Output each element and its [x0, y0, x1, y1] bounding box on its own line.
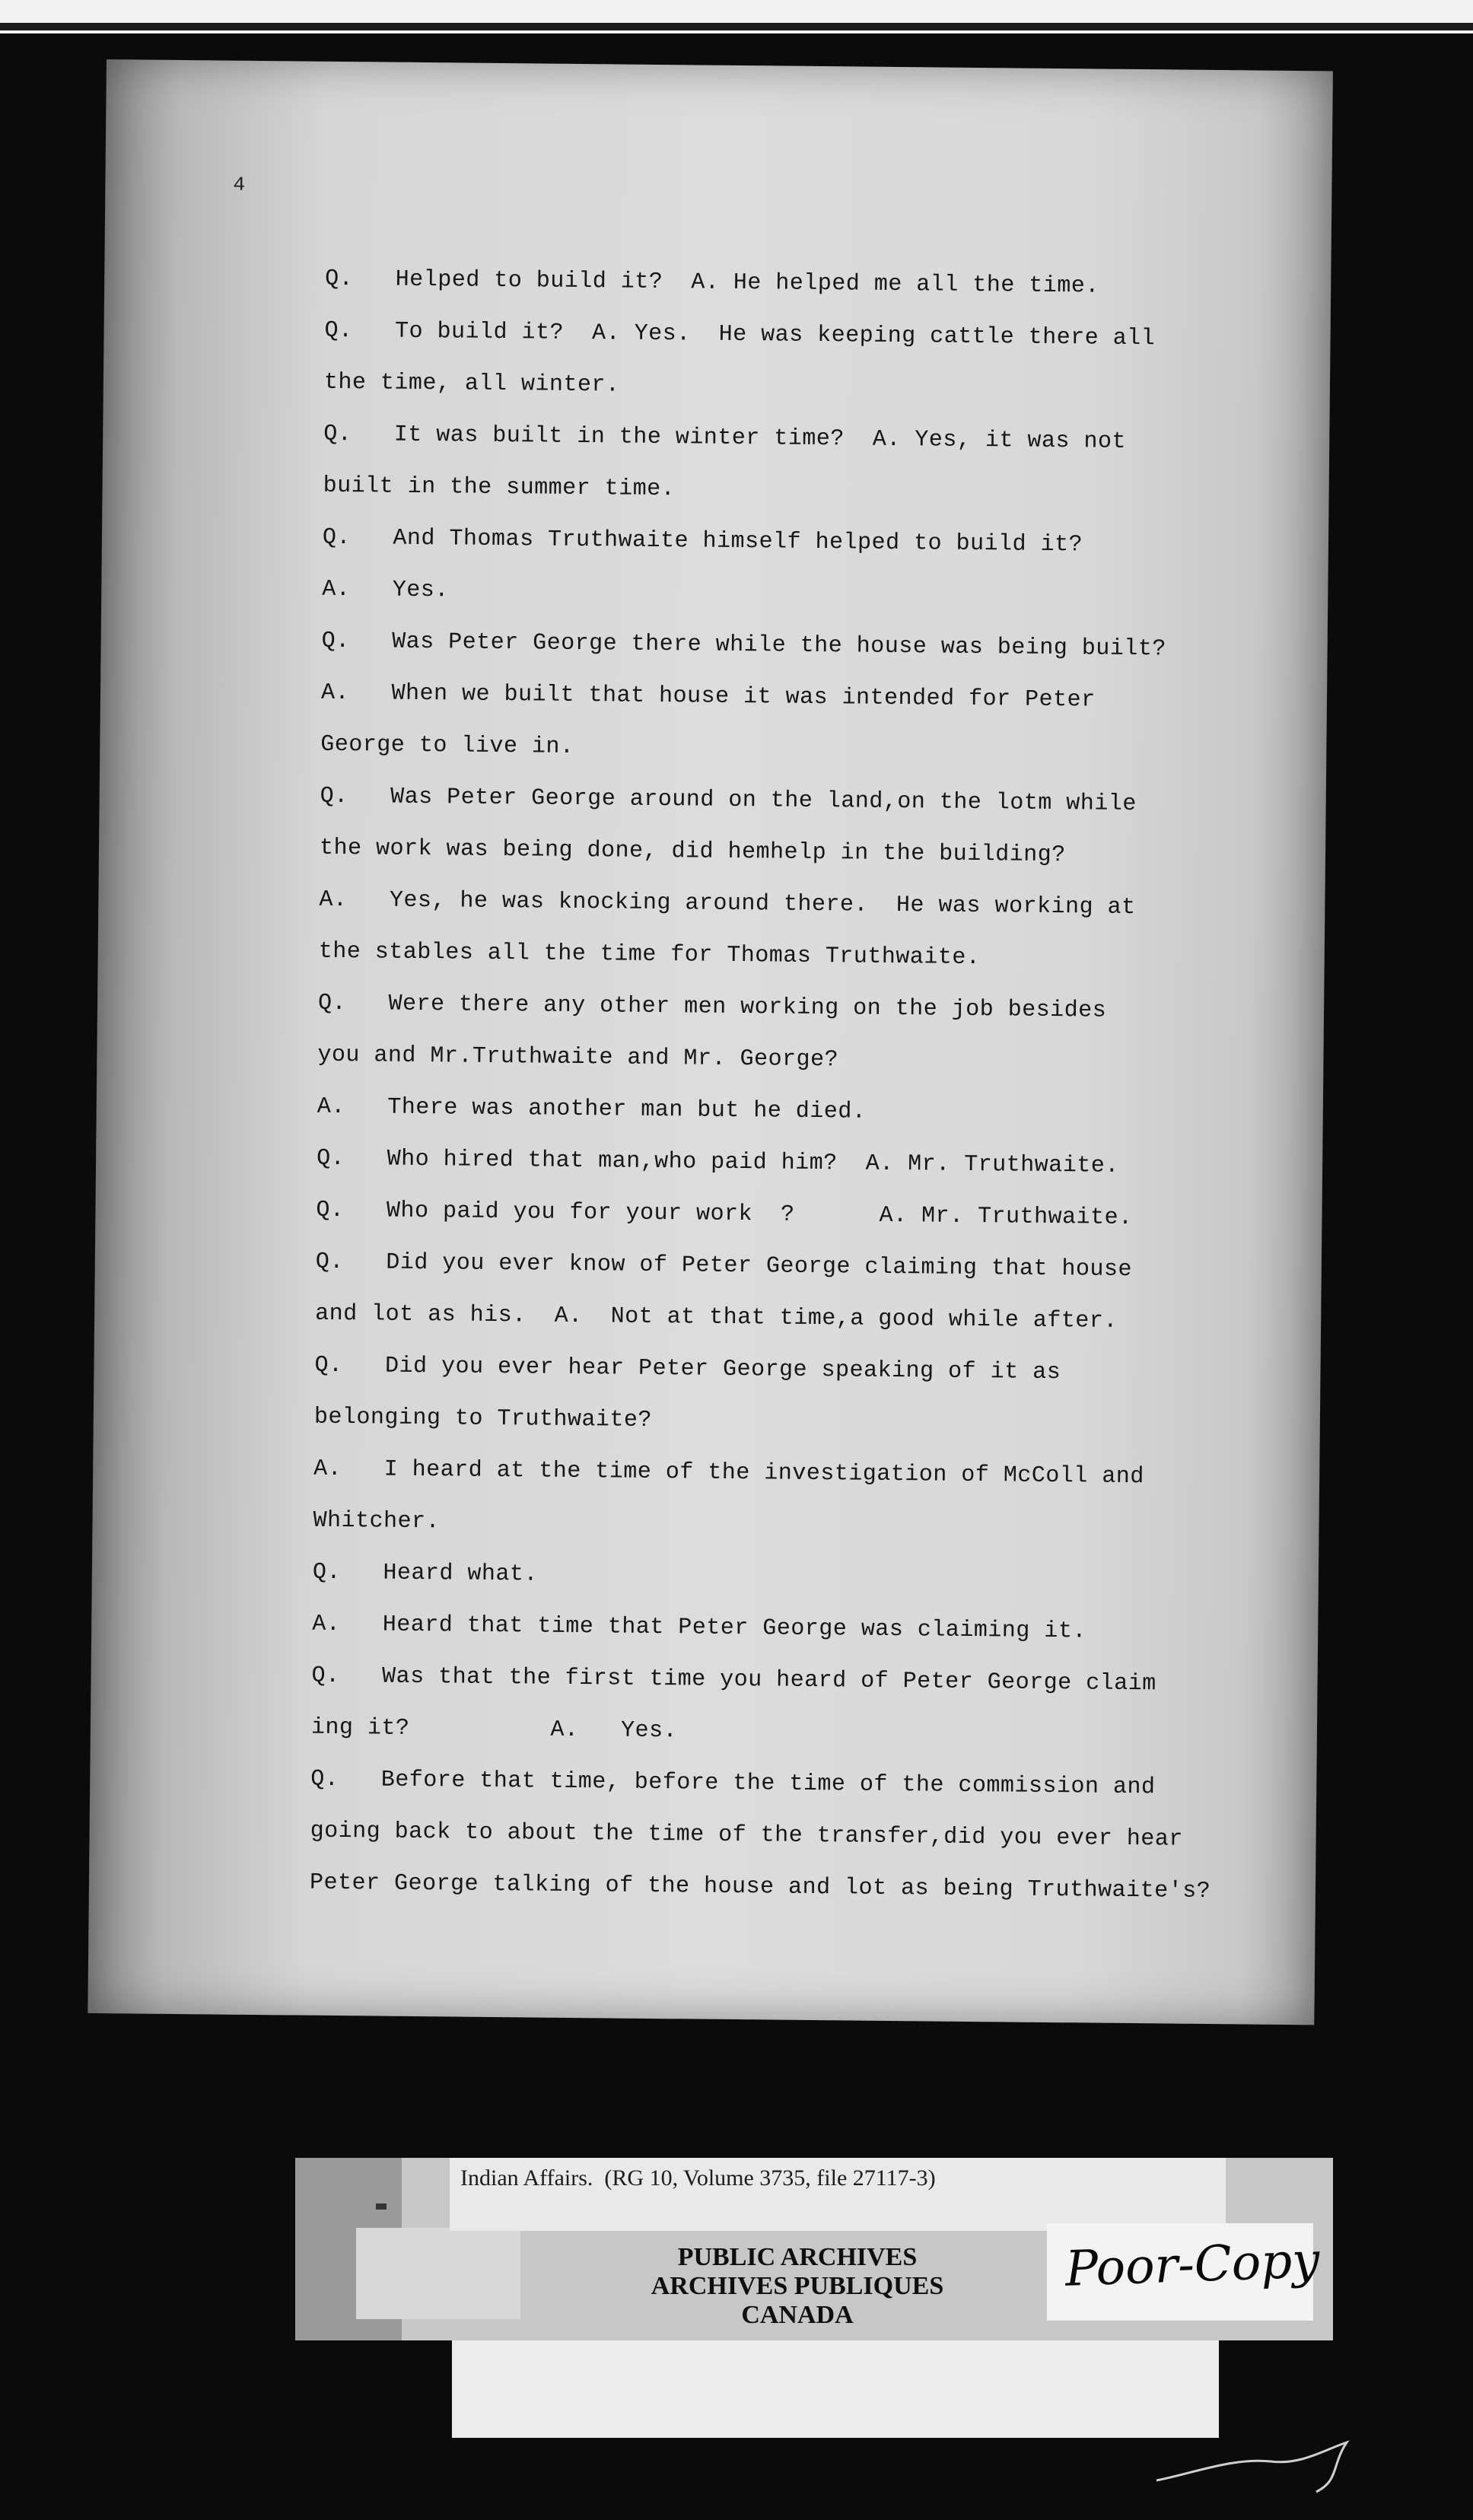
- transcript-line: Q. Heard what.: [312, 1559, 539, 1588]
- poor-copy-stamp: [1047, 2223, 1321, 2321]
- transcript-line: Q. And Thomas Truthwaite himself helped to build it?: [322, 524, 1083, 558]
- document-page: [87, 59, 1333, 2025]
- page-mark: 4: [233, 173, 246, 196]
- transcript-line: A. When we built that house it was intended for Peter: [320, 679, 1096, 714]
- transcript-line: the stables all the time for Thomas Truthwaite.: [318, 938, 981, 972]
- archives-line-french: ARCHIVES PUBLIQUES: [651, 2272, 944, 2300]
- transcript-line: Whitcher.: [313, 1507, 441, 1535]
- transcript-line: Q. Who hired that man,who paid him? A. Mr. Truthwaite.: [316, 1145, 1119, 1179]
- transcript-line: you and Mr.Truthwaite and Mr. George?: [317, 1042, 839, 1074]
- transcript-line: Q. Were there any other men working on the job besides: [317, 990, 1107, 1024]
- transcript-line: A. There was another man but he died.: [317, 1093, 867, 1125]
- transcript-line: Q. To build it? A. Yes. He was keeping cattle there all: [324, 317, 1156, 352]
- transcript-line: Peter George talking of the house and lot as being Truthwaite's?: [309, 1869, 1211, 1905]
- transcript-line: Q. Before that time, before the time of the commission and: [310, 1766, 1156, 1801]
- transcript-body: [310, 253, 1406, 1920]
- transcript-line: Q. It was built in the winter time? A. Yes, it was not: [323, 421, 1127, 455]
- transcript-line: Q. Did you ever hear Peter George speaking of it as: [314, 1352, 1061, 1386]
- poor-copy-handwriting: Poor-Copy: [1064, 2232, 1321, 2298]
- transcript-line: the time, all winter.: [323, 369, 620, 399]
- film-edge-line: [0, 23, 1473, 30]
- transcript-line: Q. Who paid you for your work ? A. Mr. Truthwaite.: [316, 1197, 1133, 1232]
- transcript-line: A. I heard at the time of the investigation of McColl and: [313, 1456, 1145, 1491]
- label-bottom-strip: [452, 2340, 1219, 2438]
- archives-line-country: CANADA: [741, 2301, 854, 2329]
- transcript-line: going back to about the time of the transfer,did you ever hear: [310, 1818, 1183, 1853]
- transcript-line: A. Yes, he was knocking around there. He was working at: [319, 886, 1136, 921]
- handwritten-scribble: [1149, 2427, 1377, 2503]
- transcript-line: the work was being done, did hemhelp in the building?: [319, 835, 1066, 869]
- transcript-line: Q. Helped to build it? A. He helped me all the time.: [325, 266, 1100, 300]
- transcript-line: A. Yes.: [322, 576, 450, 604]
- label-stub: [356, 2228, 520, 2319]
- label-stub-mark: [376, 2203, 387, 2210]
- archives-line-english: PUBLIC ARCHIVES: [677, 2243, 918, 2271]
- transcript-line: built in the summer time.: [323, 473, 676, 503]
- transcript-line: Q. Was that the first time you heard of Peter George claim: [311, 1662, 1156, 1698]
- archives-title: [615, 2243, 980, 2330]
- transcript-line: belonging to Truthwaite?: [313, 1404, 653, 1433]
- transcript-line: Q. Did you ever know of Peter George claiming that house: [315, 1249, 1133, 1284]
- transcript-line: ing it? A. Yes.: [310, 1714, 678, 1745]
- transcript-line: Q. Was Peter George around on the land,on the lotm while: [320, 783, 1137, 818]
- transcript-line: A. Heard that time that Peter George was claiming it.: [312, 1611, 1087, 1645]
- reference-strip: [450, 2158, 1226, 2231]
- transcript-line: George to live in.: [320, 731, 574, 760]
- top-film-strip: [0, 0, 1473, 33]
- archive-reference: Indian Affairs. (RG 10, Volume 3735, file 27117-3): [460, 2165, 936, 2191]
- archive-label-card: [295, 2158, 1333, 2340]
- transcript-line: Q. Was Peter George there while the house was being built?: [321, 628, 1166, 663]
- transcript-line: and lot as his. A. Not at that time,a good while after.: [315, 1300, 1118, 1335]
